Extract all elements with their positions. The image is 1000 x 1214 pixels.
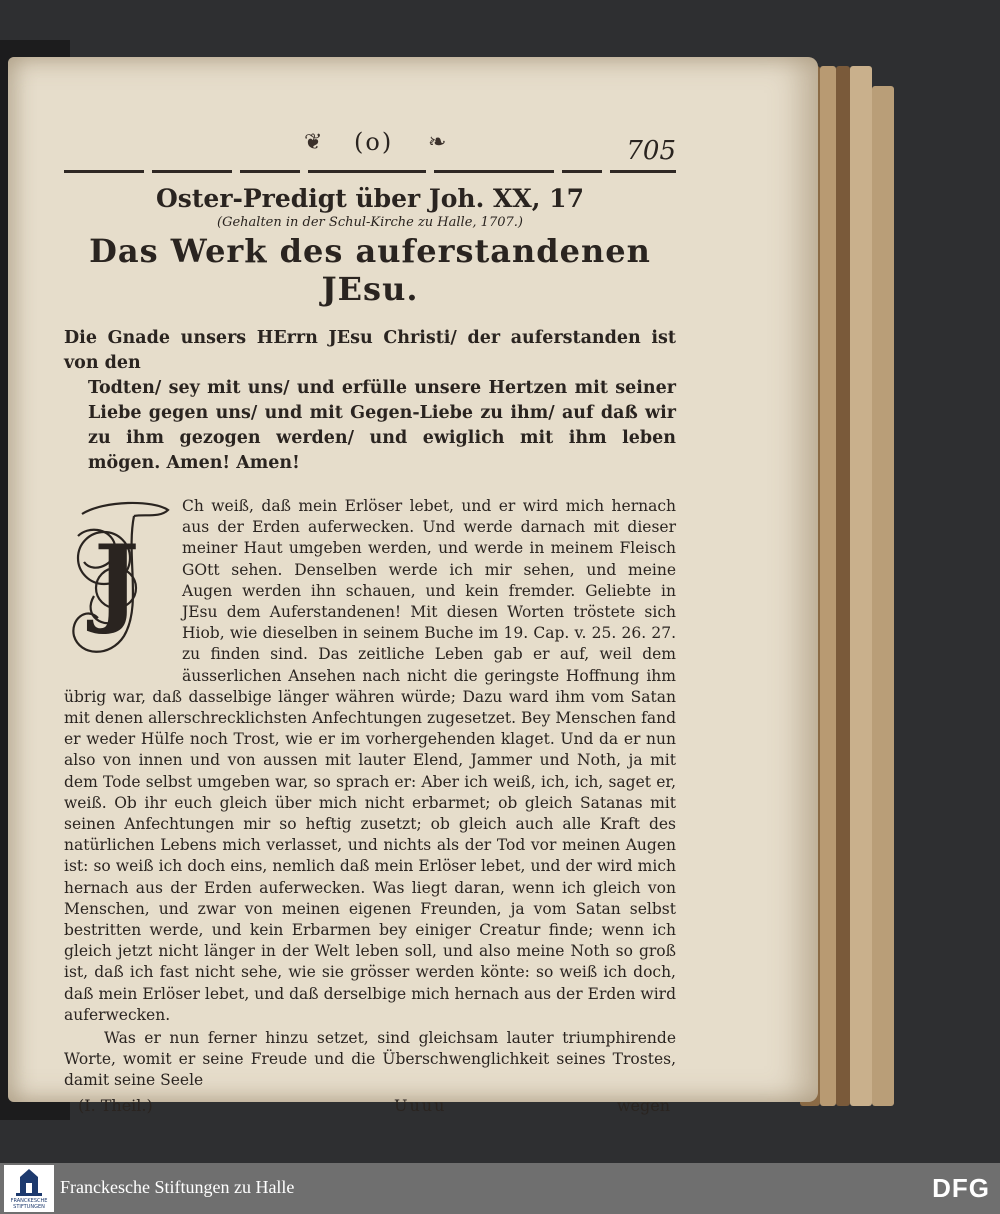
- signature-mark: Uuuu: [394, 1095, 447, 1115]
- page-footer: [64, 1096, 676, 1122]
- page-content: [64, 126, 676, 1122]
- sermon-body: [64, 496, 676, 1092]
- page-header: [64, 126, 676, 176]
- decorated-initial: [64, 496, 174, 666]
- institution-logo[interactable]: [4, 1165, 54, 1212]
- logo-caption: FRANCKESCHE STIFTUNGEN: [10, 1198, 48, 1210]
- header-rule: [64, 170, 144, 173]
- intro-blessing: [64, 326, 676, 476]
- section-marker: (o): [354, 128, 394, 156]
- fleuron-left-icon: ❦: [304, 130, 323, 155]
- viewer-footer-bar: [0, 1163, 1000, 1214]
- catchword: wegen: [616, 1095, 670, 1115]
- intro-line-1: Die Gnade unsers HErrn JEsu Christi/ der auferstanden ist von den: [64, 328, 676, 373]
- svg-text:J: J: [94, 524, 140, 637]
- sermon-title: Oster-Predigt über Joh. XX, 17: [156, 184, 584, 213]
- paragraph-1: Ch weiß, daß mein Erlöser lebet, und er wird mich hernach aus der Erden auferwecken. Und werde darnach mit dieser meiner Haut umgeben werden, und werde in meinem Fleisch GOtt sehen. Denselben werde ich mir sehen, und meine Augen werden ihn schauen, und kein fremder. Geliebte in JEsu dem Auferstandenen! Mit diesen Worten tröstete sich Hiob, wie dieselben in seinem Buche im 19. Cap. v. 25. 26. 27. zu finden sind. Das zeitliche Leben gab er auf, weil dem äusserlichen Ansehen nach nicht die geringste Hoffnung ihm übrig war, daß dasselbige länger währen würde; Dazu ward ihm vom Satan mit denen allerschrecklichsten Anfechtungen zugesetzet. Bey Menschen fand er weder Hülfe noch Trost, wie er im vorhergehenden klaget. Und da er nun also von innen und von aussen mit lauter Elend, Jammer und Noth, ja mit dem Tode selbst umgeben war, so sprach er: Aber ich weiß, ich, ich, saget er, weiß. Ob ihr euch gleich über mich nicht erbarmet; ob gleich Satanas mit seinen Anfechtungen mir so heftig zusetzt; ob gleich auch alle Kraft des natürlichen Lebens mich verlasset, und nichts als der Tod vor meinen Augen ist: so weiß ich doch eins, nemlich daß mein Erlöser lebet, und der wird mich hernach aus der Erden auferwecken. Was liegt daran, wenn ich gleich von Menschen, und zwar von meinen eigenen Freunden, ja vom Satan selbst bestritten werde, und kein Erbarmen bey einiger Creatur finde; wenn ich gleich jetzt nicht länger in der Welt leben soll, und also meine Noth so groß ist, daß ich fast nicht sehe, wie sie grösser werden könte: so weiß ich doch, daß mein Erlöser lebet, und daß derselbige mich hernach aus der Erden wird auferwecken.: [64, 497, 676, 1024]
- dfg-logo[interactable]: DFG: [932, 1173, 990, 1203]
- volume-label: (I. Theil.): [78, 1095, 153, 1115]
- intro-line-2: Todten/ sey mit uns/ und erfülle unsere Hertzen mit seiner Liebe gegen uns/ und mit Gegen-Liebe zu ihm/ auf daß wir zu ihm gezogen werden/ und ewiglich mit ihm leben mögen. Amen! Amen!: [88, 378, 676, 473]
- decorated-initial-j-icon: [64, 496, 174, 666]
- paragraph-2: Was er nun ferner hinzu setzet, sind gleichsam lauter triumphirende Worte, womit er seine Freude und die Überschwenglichkeit seines Trostes, damit seine Seele: [64, 1029, 676, 1090]
- sermon-heading: Das Werk des auferstandenen JEsu.: [89, 232, 651, 308]
- book-page: [8, 57, 818, 1115]
- building-icon: [4, 1165, 54, 1199]
- sermon-subtitle: (Gehalten in der Schul-Kirche zu Halle, 1707.): [217, 215, 523, 230]
- institution-link[interactable]: Franckesche Stiftungen zu Halle: [60, 1177, 295, 1197]
- page-number: 705: [626, 136, 676, 166]
- fleuron-right-icon: ❧: [428, 130, 447, 155]
